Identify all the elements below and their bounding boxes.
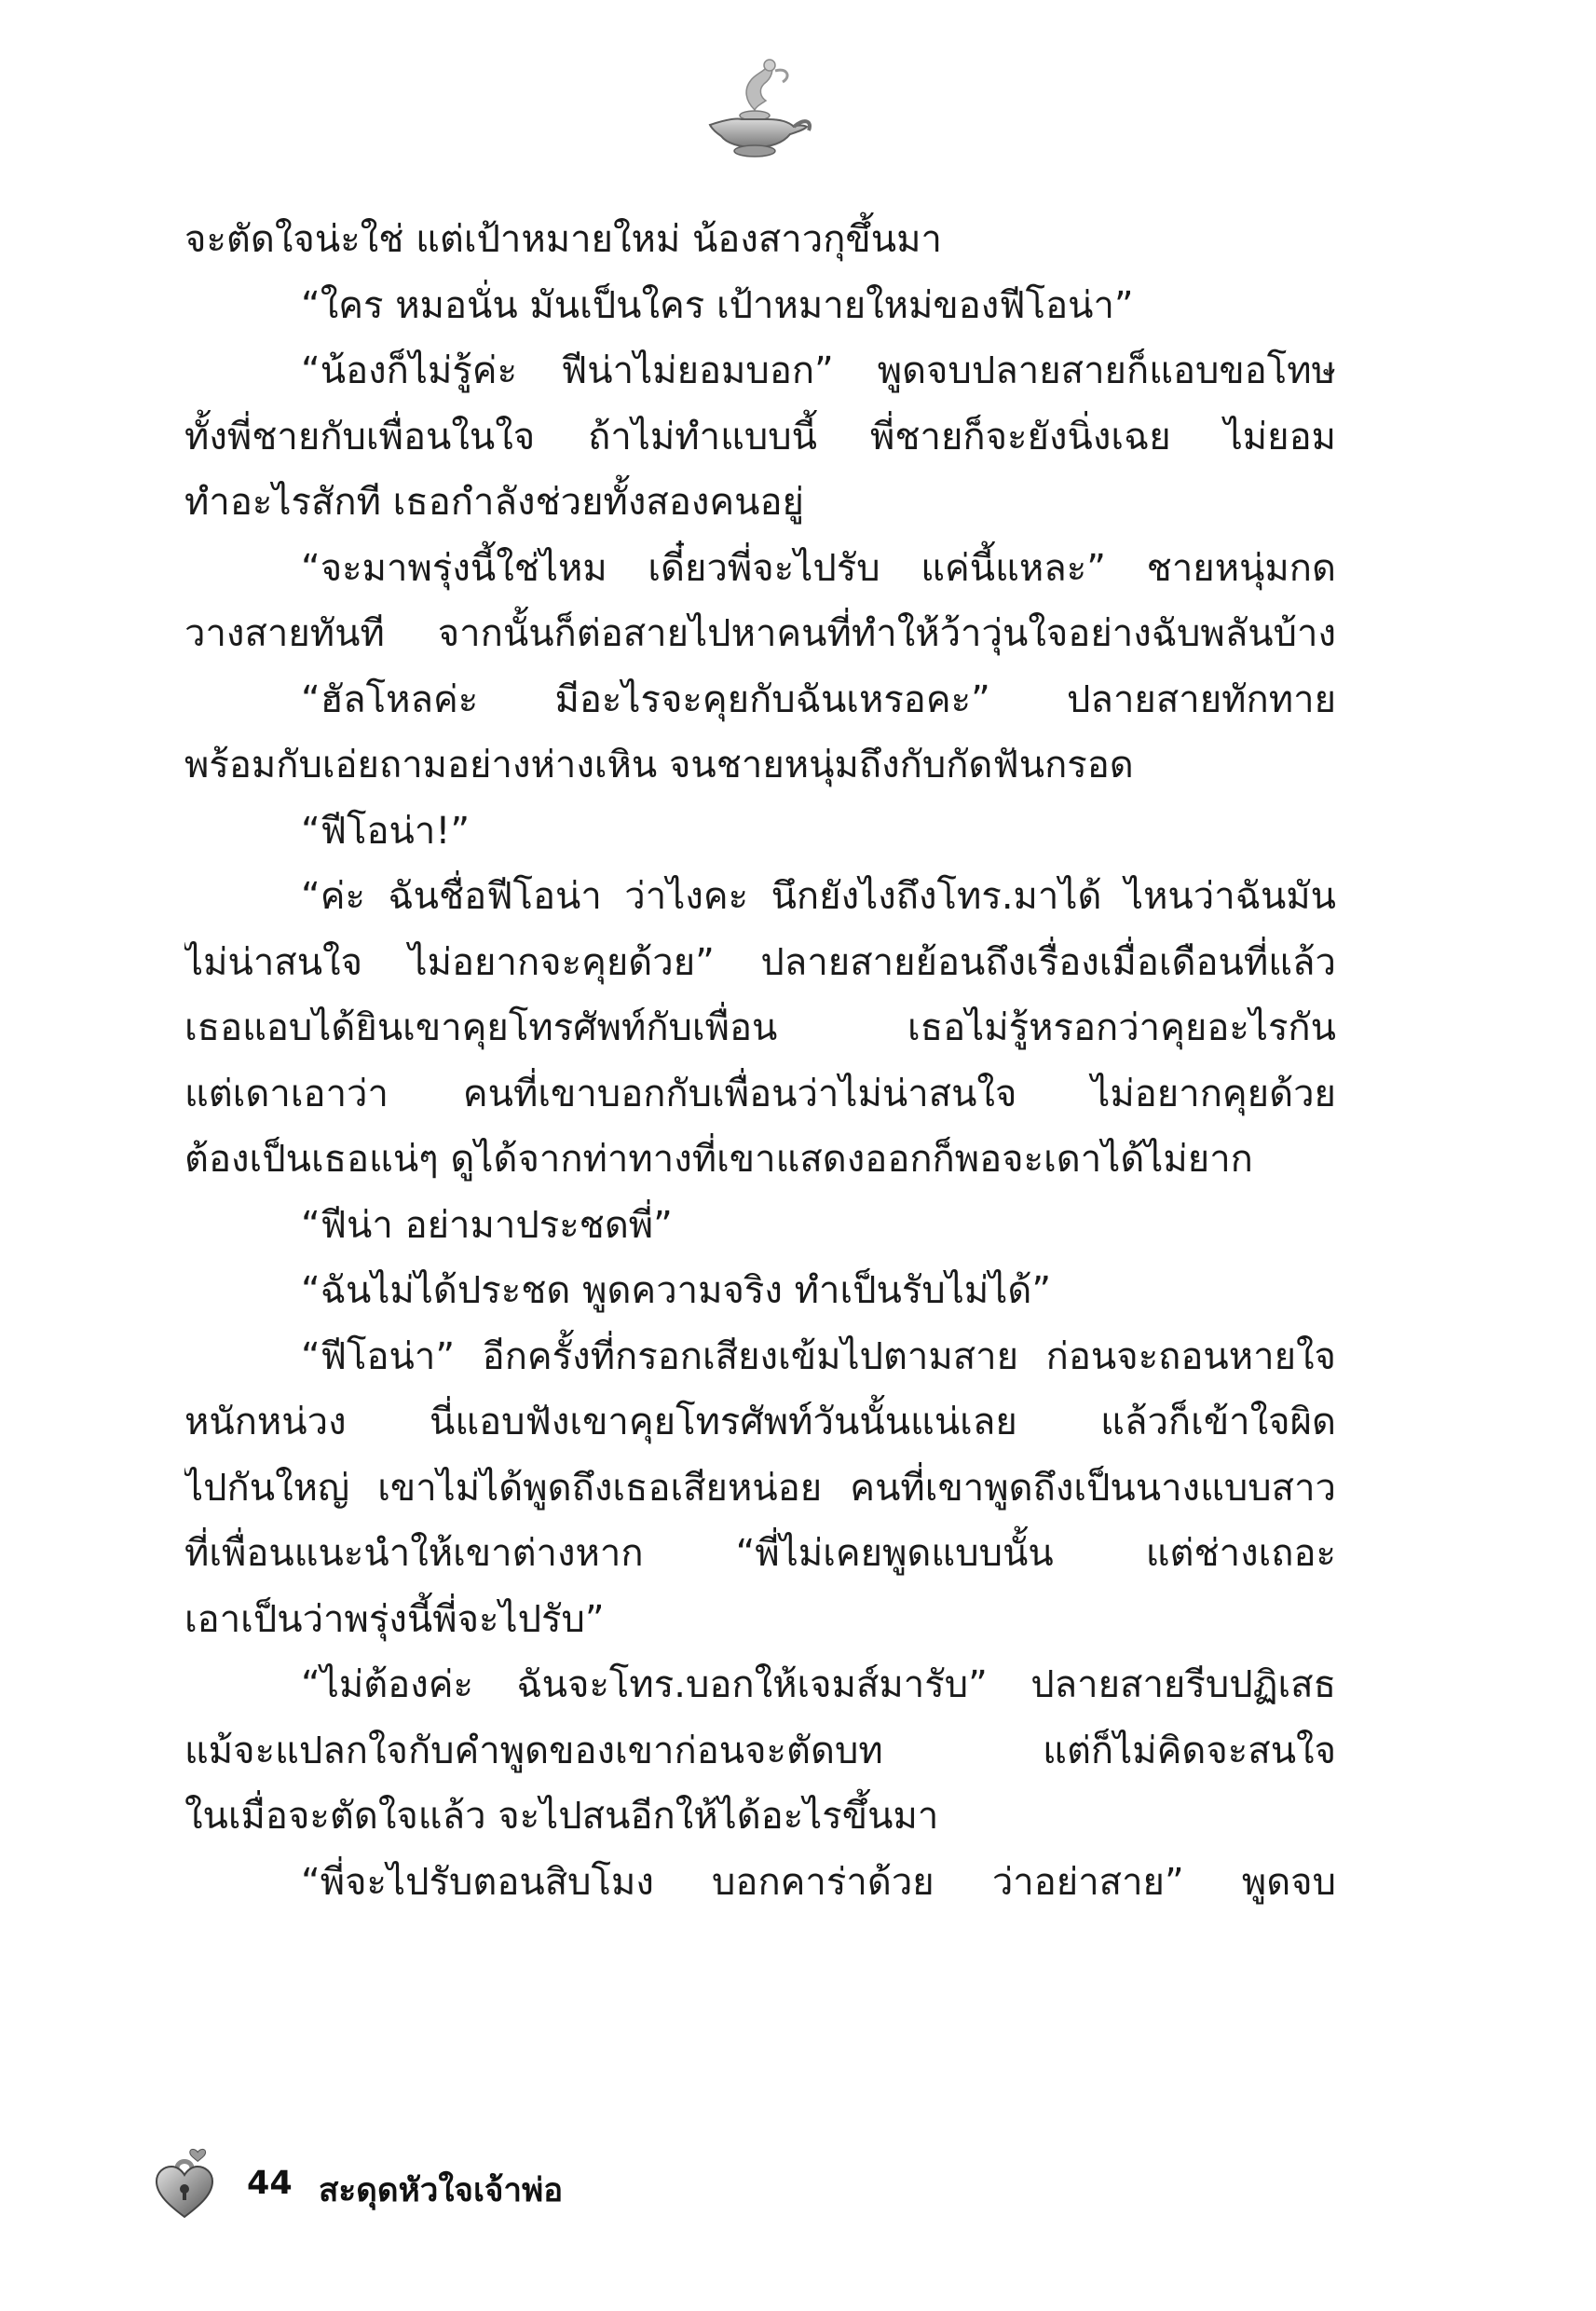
text-line: “ไม่ต้องค่ะ ฉันจะโทร.บอกให้เจมส์มารับ” ปลายสายรีบปฏิเสธ: [301, 1663, 1336, 1706]
text-line: “ฉันไม่ได้ประชด พูดความจริง ทำเป็นรับไม่ได้”: [301, 1269, 1052, 1312]
book-title: สะดุดหัวใจเจ้าพ่อ: [319, 2172, 564, 2209]
text-line: ไม่น่าสนใจ ไม่อยากจะคุยด้วย” ปลายสายย้อนถึงเรื่องเมื่อเดือนที่แล้ว: [184, 940, 1336, 984]
text-line: “ฟีโอน่า” อีกครั้งที่กรอกเสียงเข้มไปตามสาย ก่อนจะถอนหายใจ: [301, 1334, 1336, 1378]
text-line: วางสายทันที จากนั้นก็ต่อสายไปหาคนที่ทำให้ว้าวุ่นใจอย่างฉับพลันบ้าง: [184, 612, 1336, 655]
heart-lock-icon: [149, 2148, 229, 2222]
text-line: “พี่จะไปรับตอนสิบโมง บอกคาร่าด้วย ว่าอย่าสาย” พูดจบ: [301, 1860, 1336, 1904]
text-line: เอาเป็นว่าพรุ่งนี้พี่จะไปรับ”: [184, 1597, 605, 1641]
text-line: ที่เพื่อนแนะนำให้เขาต่างหาก “พี่ไม่เคยพูดแบบนั้น แต่ช่างเถอะ: [184, 1532, 1336, 1575]
text-line: พร้อมกับเอ่ยถามอย่างห่างเหิน จนชายหนุ่มถึงกับกัดฟันกรอด: [184, 744, 1134, 786]
page-number: 44: [247, 2165, 293, 2202]
text-line: “ฟีโอน่า!”: [301, 809, 471, 853]
text-line: “ใคร หมอนั่น มันเป็นใคร เป้าหมายใหม่ของฟีโอน่า”: [301, 283, 1134, 327]
text-line: แต่เดาเอาว่า คนที่เขาบอกกับเพื่อนว่าไม่น่าสนใจ ไม่อยากคุยด้วย: [184, 1072, 1336, 1115]
text-line: ต้องเป็นเธอแน่ๆ ดูได้จากท่าทางที่เขาแสดงออกก็พอจะเดาได้ไม่ยาก: [184, 1138, 1253, 1181]
text-line: หนักหน่วง นี่แอบฟังเขาคุยโทรศัพท์วันนั้นแน่เลย แล้วก็เข้าใจผิด: [184, 1401, 1336, 1443]
page-footer: [149, 2148, 801, 2222]
body-text: [184, 207, 1336, 1915]
text-line: “ฟีน่า อย่ามาประชดพี่”: [301, 1203, 673, 1247]
text-line: ทำอะไรสักที เธอกำลังช่วยทั้งสองคนอยู่: [184, 481, 804, 524]
text-line: “จะมาพรุ่งนี้ใช่ไหม เดี๋ยวพี่จะไปรับ แค่นี้แหละ” ชายหนุ่มกด: [301, 546, 1336, 590]
text-line: แม้จะแปลกใจกับคำพูดของเขาก่อนจะตัดบท แต่ก็ไม่คิดจะสนใจ: [184, 1729, 1336, 1772]
text-line: จะตัดใจน่ะใช่ แต่เป้าหมายใหม่ น้องสาวกุขึ้นมา: [184, 218, 942, 261]
text-line: ทั้งพี่ชายกับเพื่อนในใจ ถ้าไม่ทำแบบนี้ พี่ชายก็จะยังนิ่งเฉย ไม่ยอม: [184, 415, 1336, 458]
genie-lamp-icon: [689, 52, 820, 164]
text-line: ไปกันใหญ่ เขาไม่ได้พูดถึงเธอเสียหน่อย คนที่เขาพูดถึงเป็นนางแบบสาว: [184, 1466, 1336, 1510]
text-line: ในเมื่อจะตัดใจแล้ว จะไปสนอีกให้ได้อะไรขึ้นมา: [184, 1795, 939, 1838]
text-line: เธอแอบได้ยินเขาคุยโทรศัพท์กับเพื่อน เธอไม่รู้หรอกว่าคุยอะไรกัน: [184, 1006, 1336, 1049]
text-line: “ค่ะ ฉันชื่อฟีโอน่า ว่าไงคะ นึกยังไงถึงโทร.มาได้ ไหนว่าฉันมัน: [301, 875, 1336, 918]
text-line: “น้องก็ไม่รู้ค่ะ ฟีน่าไม่ยอมบอก” พูดจบปลายสายก็แอบขอโทษ: [301, 349, 1336, 392]
text-line: “ฮัลโหลค่ะ มีอะไรจะคุยกับฉันเหรอคะ” ปลายสายทักทาย: [301, 677, 1336, 721]
